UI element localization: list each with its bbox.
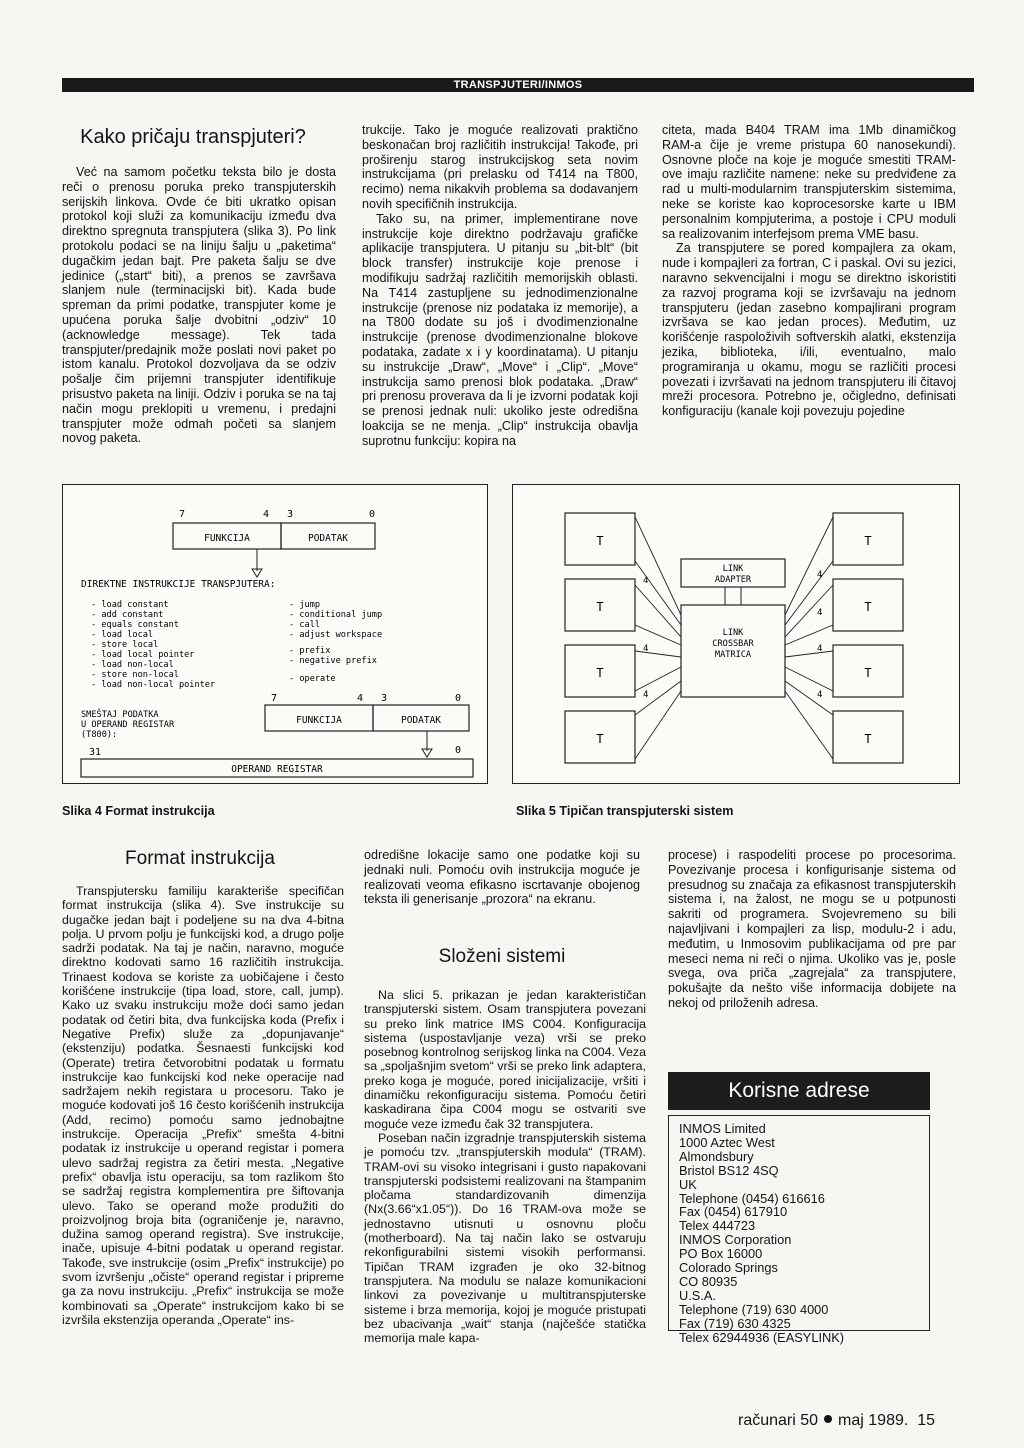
field-podatak-label: PODATAK: [307, 533, 349, 544]
node-label: T: [864, 666, 872, 680]
bit-label: 4: [357, 693, 364, 704]
address-line: Fax (719) 630 4325: [679, 1315, 791, 1331]
instruction-item: - conditional jump: [289, 610, 383, 620]
bullet-icon: [824, 1415, 832, 1423]
article1-col3: [662, 123, 956, 419]
address-line: U.S.A.: [679, 1287, 716, 1303]
link-count-label: 4: [643, 576, 649, 586]
bit-label: 4: [263, 509, 270, 520]
figure4-diagram: [63, 485, 487, 783]
paragraph: Već na samom početku teksta bilo je dosta reči o prenosu poruka preko transpjuterskih serijskih linkova. Ovde će biti ukratko opisan protokol koji služi za komunikaciju između dva direktno spregnuta transpjutera (slika 3). Po link protokolu podaci se na liniju šalju u „paketima“ dugačkim jedan bajt. Pre paketa šalju se dve jedinice („start“ biti), a prenos se završava slanjem nule (terminacijski bit). Kada bude spreman da primi podatke, transpjuter kome je upućena poruka šalje dvobitni „odziv“ 10 (acknowledge message). Tek tada transpjuter/predajnik može poslati novi paket po istom kanalu. Protokol dozvoljava da se odziv pošalje čim prijemni transpjuter identifikuje prisustvo paketa na liniji. Odziv i poruka se na taj način mogu preklopiti u vremenu, i predajni transpjuter može odmah početi sa slanjem novog paketa.: [62, 165, 336, 446]
paragraph: Na slici 5. prikazan je jedan karakterističan transpjuterski sistem. Osam transpjutera povezani su preko link matrice IMS C004. Konfiguracija sistema (uspostavljanje veza) vrši se preko posebnog kontrolnog serijskog linka na C004. Veza sa „spoljašnjim svetom“ vrši se preko link adaptera, preko koga je moguće, pored inicijalizacije, vršiti i dinamičku rekonfiguraciju sistema. Pomoću četiri kaskadirana čipa C004 mogu se ostvariti sve moguće veze između čak 32 transpjutera.: [364, 988, 646, 1131]
instruction-item: - load non-local: [91, 660, 174, 670]
paragraph: Za transpjutere se pored kompajlera za okam, nude i kompajleri za fortran, C i paskal. Ovi su jezici, naravno sekvencijalni i mogu se direktno iskoristiti za razvoj programa koji se izvršavaju na jednom transpjuteru (jedan zasebno kompajlirani program izvršava se kao jedan proces). Međutim, uz korišćenje raspoloživih softverskih alatki, ekstenzija jezika, biblioteka, i/ili, eventualno, malo programiranja u okamu, mogu se različiti procesi povezati i izvršavati na jednom transpjuteru ili čitavoj mreži procesora. Potrebno je, očigledno, definisati konfiguraciju (kanale koji povezuju pojedine: [662, 241, 956, 419]
address-line: Telex 444723: [679, 1218, 756, 1234]
figure4-caption: Slika 4 Format instrukcija: [62, 804, 215, 818]
address-line: INMOS Limited: [679, 1121, 766, 1136]
bit-label: 3: [381, 693, 388, 704]
link-count-label: 4: [817, 644, 823, 654]
node-label: T: [596, 666, 604, 680]
address-line: Almondsbury: [679, 1148, 754, 1164]
article1-col1: [62, 165, 336, 446]
crossbar-label: CROSSBAR: [712, 639, 754, 649]
address-line: Bristol BS12 4SQ: [679, 1162, 779, 1178]
shift-label: (T800):: [81, 730, 118, 740]
crossbar-label: LINK: [722, 628, 744, 638]
figure5-caption: Slika 5 Tipičan transpjuterski sistem: [516, 804, 734, 818]
address-line: CO 80935: [679, 1273, 738, 1289]
crossbar-label: MATRICA: [714, 650, 752, 660]
instruction-item: - negative prefix: [289, 656, 377, 666]
article3-col3: [668, 848, 956, 1011]
instruction-item: - store non-local: [91, 670, 179, 680]
node-label: T: [596, 534, 604, 548]
field-funkcija-label: FUNKCIJA: [204, 533, 250, 544]
page-number: 15: [917, 1412, 935, 1429]
node-label: T: [596, 600, 604, 614]
paragraph: Tako su, na primer, implementirane nove instrukcije koje direktno podržavaju grafičke aplikacije transpjutera. U pitanju su „bit-blt“ (bit block transfer) instrukcije koje prenose i modifikuju sadržaj različitih memorijskih oblasti. Na T414 zastupljene su jednodimenzionalne instrukcije (prenose niz podataka iz memorije), a na T800 dodate su još i dvodimenzionalne instrukcije (prenose dvodimenzionalne blokove podataka, zadate x i y koordinatama). U pitanju su instrukcije „Draw“, „Move“ i „Clip“. „Move“ instrukcija samo prenosi blok podataka. „Draw“ pri prenosu proverava da li je izvorni podatak koji se prenosi jednak nuli: ukoliko jeste odredišna loakcija se ne menja. „Clip“ instrukcija obavlja suprotnu funkciju: kopira na: [362, 211, 638, 448]
instruction-item: - add constant: [91, 610, 164, 620]
bit-label: 7: [179, 509, 186, 520]
section-header-bar: [62, 78, 974, 92]
instruction-item: - load local pointer: [91, 650, 195, 660]
instruction-item: - load local: [91, 630, 154, 640]
addresses-title: Korisne adrese: [728, 1079, 870, 1102]
paragraph: Poseban način izgradnje transpjuterskih sistema je pomoću tzv. „transpjuterskih modula“ (TRAM). TRAM-ovi su visoko integrisani i gusto napakovani transpjuterski podsistemi realizovani na štampanim pločama standardizovanih dimenzija (Nx(3.66“x1.05“)). Do 16 TRAM-ova može se jednostavno utisnuti u osnovnu ploču (motherboard). Na taj način lako se ostvaruju rekonfigurabilni sistemi visokih performansi. Tipičan TRAM izgrađen je oko 32-bitnog transpjutera. Na modulu se nalaze komunikacioni linkovi za povezivanje u multitranspjuterske sisteme i brza memorija, kojoj je moguće pristupati bez ubacivanja „wait“ stanja (najčešće statička memorija male kapa-: [364, 1130, 646, 1346]
link-adapter-label: LINK: [722, 564, 744, 574]
instruction-item: - load constant: [91, 600, 169, 610]
paragraph: citeta, mada B404 TRAM ima 1Mb dinamičkog RAM-a čije je vreme pristupa 60 nanosekundi). Osnovne ploče na koje je moguće smestiti TRAM-ove imaju različite namene: neke su predviđene za rad u multi-modularnim transpjuterskim sistemima, neke se koriste kao koprocesorske karte u IBM personalnim kompjuterima, a postoje i CPU moduli sa realizovanim interfejsom prema VME basu.: [662, 123, 956, 241]
bit-label: 0: [455, 693, 462, 704]
address-line: PO Box 16000: [679, 1246, 763, 1262]
shift-label: U OPERAND REGISTAR: [81, 720, 175, 730]
article-title-kako: Kako pričaju transpjuteri?: [80, 126, 306, 148]
section-title: TRANSPJUTERI/INMOS: [453, 79, 583, 91]
article3-col2: [364, 988, 646, 1345]
address-line: Colorado Springs: [679, 1260, 778, 1276]
bit-label: 7: [271, 693, 278, 704]
page-footer: [738, 1412, 935, 1430]
field-podatak-label-2: PODATAK: [400, 715, 442, 726]
shift-label: SMEŠTAJ PODATKA: [81, 710, 159, 720]
address-line: Telex 62944936 (EASYLINK): [679, 1329, 845, 1345]
link-count-label: 4: [643, 644, 649, 654]
footer-date: maj 1989.: [838, 1412, 909, 1429]
node-label: T: [864, 600, 872, 614]
article1-col2: [362, 123, 638, 449]
paragraph: procese) i raspodeliti procese po procesorima. Povezivanje procesa i konfigurisanje sistema od presudnog su značaja za efikasnost transpjuterskih sistema i, na žalost, ne mogu se u potpunosti sakriti od programera. Svojevremeno su bili najavljivani i kompajleri za lisp, modulu-2 i adu, međutim, u Inmosovim publikacijama od pre par meseci nema ni reči o njima. Ukoliko vas je, posle svega, ova priča „zagrejala“ za transpjutere, pokušajte da nešto više informacija dobijete na nekoj od priloženih adresa.: [668, 848, 956, 1010]
paragraph: trukcije. Tako je moguće realizovati praktično beskonačan broj različitih instrukcija! Takođe, pri proširenju starog instrukcijskog seta novim instrukcijama (pri prelasku od T414 na T800, recimo) nema nikakvih problema sa dodavanjem novih specifičnih instrukcija.: [362, 123, 638, 211]
figure4-box: [62, 484, 488, 784]
instruction-item: - jump: [289, 600, 321, 610]
article-title-slozeni: Složeni sistemi: [438, 946, 566, 967]
field-funkcija-label-2: FUNKCIJA: [296, 715, 342, 726]
instruction-item: - prefix: [289, 646, 331, 656]
figure5-diagram: [513, 485, 959, 783]
instruction-list-title: DIREKTNE INSTRUKCIJE TRANSPJUTERA:: [81, 579, 276, 590]
address-line: Telephone (0454) 616616: [679, 1190, 825, 1206]
address-line: Fax (0454) 617910: [679, 1204, 788, 1220]
link-lines-right: [785, 517, 833, 759]
node-label: T: [596, 732, 604, 746]
link-count-label: 4: [643, 690, 649, 700]
bit-label: 3: [287, 509, 294, 520]
node-label: T: [864, 732, 872, 746]
link-count-label: 4: [817, 570, 823, 580]
addresses-box: [668, 1115, 930, 1345]
instruction-item: - store local: [91, 640, 159, 650]
article2-col1: [62, 884, 344, 1327]
address-line: 1000 Aztec West: [679, 1134, 775, 1150]
link-adapter-label: ADAPTER: [714, 575, 752, 585]
article2-col2: [364, 848, 640, 907]
link-count-label: 4: [817, 608, 823, 618]
operand-register-label: OPERAND REGISTAR: [231, 764, 323, 775]
instruction-item: - equals constant: [91, 620, 179, 630]
footer-magazine: računari 50: [738, 1412, 819, 1429]
article-title-format: Format instrukcija: [125, 848, 275, 869]
address-line: INMOS Corporation: [679, 1232, 792, 1248]
bit-label: 0: [455, 745, 462, 756]
address-line: Telephone (719) 630 4000: [679, 1301, 829, 1317]
link-count-label: 4: [817, 690, 823, 700]
addresses-title-bar: [668, 1072, 930, 1110]
instruction-item: - adjust workspace: [289, 630, 383, 640]
node-label: T: [864, 534, 872, 548]
link-lines-left: [635, 517, 681, 759]
figure5-box: [512, 484, 960, 784]
paragraph: odredišne lokacije samo one podatke koji su jednaki nuli. Pomoću ovih instrukcija moguće je realizovati veoma efikasno iscrtavanje obojenog teksta ili generisanje „prozora“ na ekranu.: [364, 848, 640, 907]
instruction-item: - call: [289, 620, 321, 630]
instruction-item: - operate: [289, 674, 336, 684]
instruction-item: - load non-local pointer: [91, 680, 216, 690]
bit-label: 31: [89, 747, 102, 758]
address-line: UK: [679, 1176, 697, 1192]
paragraph: Transpjutersku familiju karakteriše specifičan format instrukcija (slika 4). Sve instrukcije su dugačke jedan bajt i podeljene su na dva 4-bitna polja. U prvom polju je funkcijski kod, a drugo polje sadrži podatak. Na taj je način, naravno, moguće direktno kodovati samo 16 različitih instrukcija. Trinaest kodova se koriste za uobičajene i često korišćene instrukcije (tipa load, store, call, jump). Kako uz svaku instrukciju može doći samo jedan podatak od četiri bita, dva funkcijska koda (Prefix i Negative Prefix) služe za „dopunjavanje“ (ekstenziju) podatka. Šesnaesti funkcijski kod (Operate) tretira četvorobitni podatak u formatu instrukcije kao funkcijski kod neke operacije nad sadržajem nekih registara u procesoru. Tako je moguće kodovati još 16 često korišćenih instrukcija (Add, recimo) pomoću samo jednobajtne instrukcije. Operacija „Prefix“ smešta 4-bitni podatak iz instrukcije u operand registar i pomera ulevo sadržaj registra za četiri mesta. „Negative prefix“ obavlja istu operaciju, sa tom razlikom što se sadržaj registra komplementira pre šiftovanja ulevo. Tako se operand može produžiti do proizvoljnog broja bita (ograničenje je, naravno, dužina samog operand registra). Sve instrukcije, inače, upisuje 4-bitni podatak u operand registar. Takođe, sve instrukcije (osim „Prefix“ instrukcije) po svom izvršenju „očiste“ operand registar i pripreme ga za novu instrukciju. „Prefix“ instrukcija se može kombinovati sa „Operate“ instrukcijom kako bi se izvršila ekstenzija operanda „Operate“ ins-: [62, 884, 344, 1327]
bit-label: 0: [369, 509, 376, 520]
